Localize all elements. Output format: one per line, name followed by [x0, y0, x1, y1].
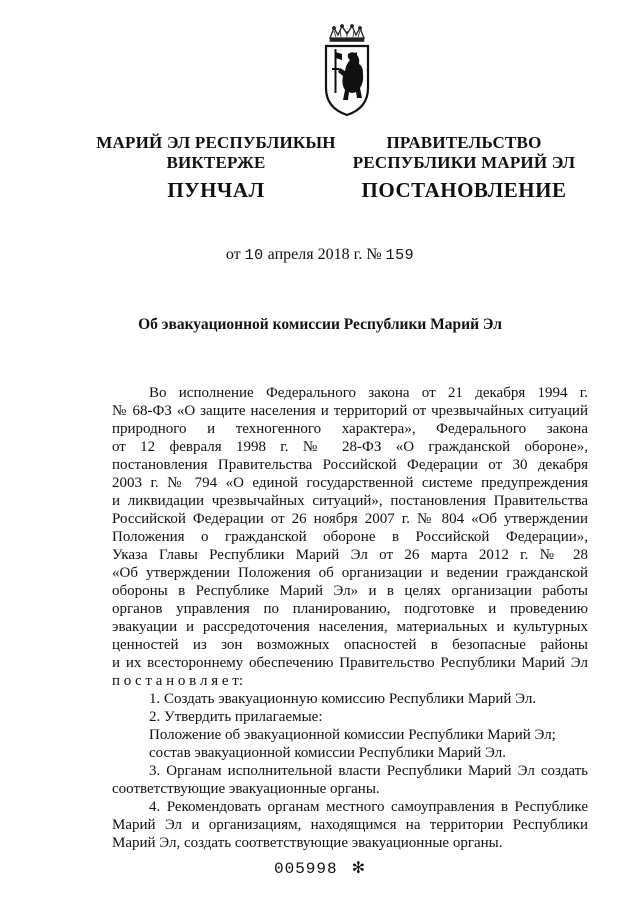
body-line: ценностей из зон возможных опасностей в безопасные районы — [112, 637, 588, 653]
body-line: и ликвидации чрезвычайных ситуаций», постановления Правительства — [112, 493, 588, 509]
body-line: природного и техногенного характера», Федерального закона — [112, 421, 588, 437]
body-line: 2. Утвердить прилагаемые: — [149, 709, 323, 725]
crown-icon — [330, 24, 364, 41]
header-right-block — [352, 133, 576, 173]
header-left-line1: МАРИЙ ЭЛ РЕСПУБЛИКЫН — [96, 133, 336, 152]
serial-number: 005998 — [273, 860, 338, 878]
body-line: обороны в Республике Марий Эл» и в целях организации работы — [112, 583, 588, 599]
header-right-line1: ПРАВИТЕЛЬСТВО — [386, 133, 542, 152]
footer-serial-block — [0, 858, 640, 878]
header-left-block — [96, 133, 336, 173]
body-line: Марий Эл, создать соответствующие эвакуационные органы. — [112, 835, 503, 851]
document-number: 159 — [385, 247, 415, 264]
body-line: Российской Федерации от 26 ноября 2007 г. № 804 «Об утверждении — [112, 511, 588, 527]
body-line: 1. Создать эвакуационную комиссию Республики Марий Эл. — [149, 691, 537, 707]
body-line: п о с т а н о в л я е т: — [112, 673, 244, 689]
body-line: 4. Рекомендовать органам местного самоуправления в Республике — [149, 799, 588, 815]
body-line: Марий Эл и организациям, находящимся на территории Республики — [112, 817, 588, 833]
body-text — [112, 384, 588, 852]
body-line: состав эвакуационной комиссии Республики Марий Эл. — [149, 745, 506, 761]
body-line: соответствующие эвакуационные органы. — [112, 781, 380, 797]
date-rest: апреля 2018 г. — [267, 246, 363, 263]
number-sign: № — [366, 246, 382, 263]
body-line: Указа Главы Республики Марий Эл от 26 марта 2012 г. № 28 — [112, 547, 588, 563]
header-left-title: ПУНЧАЛ — [167, 178, 265, 202]
date-day: 10 — [244, 247, 264, 264]
header-left-line2: ВИКТЕРЖЕ — [166, 153, 266, 172]
body-line: 3. Органам исполнительной власти Республики Марий Эл создать — [149, 763, 588, 779]
body-line: Положения о гражданской обороне в Российской Федерации», — [112, 529, 588, 545]
body-line: эвакуации и рассредоточения населения, материальных и культурных — [112, 619, 588, 635]
body-line: органов управления по планированию, подготовке и проведению — [112, 601, 588, 617]
body-line: Положение об эвакуационной комиссии Республики Марий Эл; — [149, 727, 556, 743]
header-right-title: ПОСТАНОВЛЕНИЕ — [361, 178, 567, 202]
body-line: 2003 г. № 794 «О единой государственной системе предупреждения — [112, 475, 588, 491]
document-subject: Об эвакуационной комиссии Республики Марий Эл — [138, 316, 502, 333]
body-line: № 68-ФЗ «О защите населения и территорий от чрезвычайных ситуаций — [112, 403, 588, 419]
asterisk-mark-icon: ✻ — [351, 858, 366, 877]
body-line: Во исполнение Федерального закона от 21 декабря 1994 г. — [149, 385, 588, 401]
body-line: постановления Правительства Российской Федерации от 30 декабря — [112, 457, 588, 473]
header-right-line2: РЕСПУБЛИКИ МАРИЙ ЭЛ — [352, 153, 576, 172]
date-prefix: от — [225, 246, 241, 263]
coat-of-arms-emblem — [322, 22, 372, 118]
body-line: и их всестороннему обеспечению Правительство Республики Марий Эл — [112, 655, 588, 671]
body-line: от 12 февраля 1998 г. № 28-ФЗ «О гражданской обороне», — [112, 439, 588, 455]
date-line — [0, 246, 640, 264]
body-line: «Об утверждении Положения об организации и ведении гражданской — [112, 565, 588, 581]
